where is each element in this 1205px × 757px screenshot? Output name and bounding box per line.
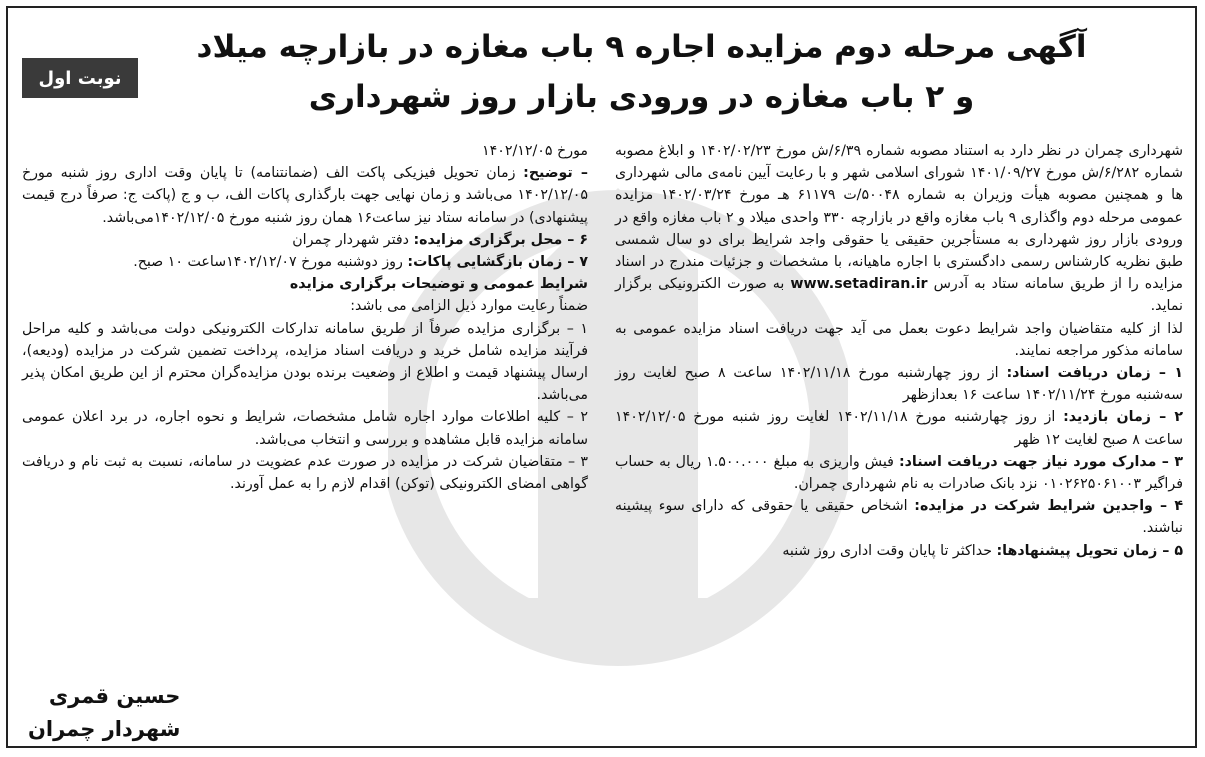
item-3 xyxy=(615,451,1183,495)
condition-2: ۲ – کلیه اطلاعات موارد اجاره شامل مشخصات، شرایط و نحوه اجاره، در برد اعلان عمومی سامانه مزایده قابل مشاهده و بررسی و انتخاب می‌باشد. xyxy=(22,409,588,448)
condition-1: ۱ – برگزاری مزایده صرفاً از طریق سامانه تدارکات الکترونیکی دولت می‌باشد و کلیه مراحل فرآیند مزایده شامل خرید و دریافت اسناد مزایده، پرداخت تضمین شرکت در مزایده (ودیعه)، ارسال پیشنهاد قیمت و اطلاع از وضعیت برنده بودن مزایده‌گران محترم از این طریق امکان پذیر می‌باشد. xyxy=(22,320,588,404)
intro-paragraph xyxy=(615,140,1183,318)
item-3-label: ۳ – مدارک مورد نیاز جهت دریافت اسناد: xyxy=(898,453,1184,470)
right-column xyxy=(615,140,1183,562)
item-4 xyxy=(615,495,1183,539)
item-7-text: روز دوشنبه مورخ ۱۴۰۲/۱۲/۰۷ساعت ۱۰ صبح. xyxy=(133,254,403,271)
conditions-heading: شرایط عمومی و توضیحات برگزاری مزایده xyxy=(289,276,588,293)
item-6-text: دفتر شهردار چمران xyxy=(292,231,409,248)
item-1 xyxy=(615,362,1183,406)
title-line-1: آگهی مرحله دوم مزایده اجاره ۹ باب مغازه در بازارچه میلاد xyxy=(196,29,1087,65)
item-2-text: از روز چهارشنبه مورخ ۱۴۰۲/۱۱/۱۸ لغایت روز شنبه مورخ ۱۴۰۲/۱۲/۰۵ ساعت ۸ صبح لغایت ۱۲ ظهر xyxy=(615,409,1183,448)
item-1-text: از روز چهارشنبه مورخ ۱۴۰۲/۱۱/۱۸ ساعت ۸ صبح لغایت روز سه‌شنبه مورخ ۱۴۰۲/۱۱/۲۴ ساعت ۱۶ بعدازظهر xyxy=(615,365,1183,404)
item-5-label: ۵ – زمان تحویل پیشنهادها: xyxy=(996,542,1183,559)
intro-end: به صورت الکترونیکی برگزار نماید. xyxy=(615,276,1183,315)
conditions-intro: ضمناً رعایت موارد ذیل الزامی می باشد: xyxy=(350,298,588,315)
item-5-text: حداکثر تا پایان وقت اداری روز شنبه xyxy=(782,542,992,559)
item-2 xyxy=(615,406,1183,450)
notice-title xyxy=(148,22,1135,122)
item-7-label: ۷ – زمان بازگشایی پاکات: xyxy=(407,254,588,271)
invite-paragraph: لذا از کلیه متقاضیان واجد شرایط دعوت بعمل می آید جهت دریافت اسناد مزایده عمومی به سامانه مذکور مراجعه نمایند. xyxy=(615,320,1183,359)
item-4-text: اشخاص حقیقی یا حقوقی که دارای سوء پیشینه نباشند. xyxy=(615,498,1183,537)
title-line-2: و ۲ باب مغازه در ورودی بازار روز شهرداری xyxy=(308,79,975,115)
item-2-label: ۲ – زمان بازدید: xyxy=(1063,409,1183,426)
note xyxy=(22,162,588,229)
date-line: مورخ ۱۴۰۲/۱۲/۰۵ xyxy=(482,143,588,159)
notice-frame xyxy=(6,6,1197,748)
item-3-text: فیش واریزی به مبلغ ۱.۵۰۰.۰۰۰ ریال به حساب فراگیر ۰۱۰۲۶۲۵۰۶۱۰۰۳ نزد بانک صادرات به نام شهرداری چمران. xyxy=(615,453,1183,493)
item-1-label: ۱ – زمان دریافت اسناد: xyxy=(1006,365,1183,382)
intro-text: شهرداری چمران در نظر دارد به استناد مصوبه شماره ۶/۳۹/ش مورخ ۱۴۰۲/۰۲/۲۳ و ابلاغ مصوبه شماره ۶/۲۸۲/ش مورخ ۱۴۰۱/۰۹/۲۷ شورای اسلامی شهر و با رعایت آیین نامه‌ی مالی شهرداری ها و همچنین مصوبه هیأت وزیران به شماره ۵۰۰۴۸/ت ۶۱۱۷۹ هـ مورخ ۱۴۰۲/۰۳/۲۴ مزایده عمومی مرحله دوم واگذاری ۹ باب مغازه واقع در بازارچه ۳۳۰ واحدی میلاد و ۲ باب مغازه واقع در ورودی بازار روز شهرداری به مستأجرین حقیقی یا حقوقی واجد شرایط برای دو سال شمسی طبق نظریه کارشناس رسمی دادگستری با اجاره ماهیانه، با مشخصات و جزئیات مندرج در اسناد مزایده را از طریق سامانه ستاد به آدرس xyxy=(615,143,1184,293)
note-label: – توضیح: xyxy=(523,165,588,182)
first-publication-badge: نوبت اول xyxy=(22,58,138,98)
signature-block xyxy=(28,680,180,746)
signer-title: شهردار چمران xyxy=(28,717,181,741)
item-6 xyxy=(22,229,588,251)
item-6-label: ۶ – محل برگزاری مزایده: xyxy=(413,231,588,248)
item-4-label: ۴ – واجدین شرایط شرکت در مزایده: xyxy=(914,498,1183,515)
website-link[interactable]: www.setadiran.ir xyxy=(790,276,928,293)
signer-name: حسین قمری xyxy=(48,684,181,708)
left-column xyxy=(22,140,588,495)
item-5 xyxy=(615,540,1183,562)
note-text: زمان تحویل فیزیکی پاکت الف (ضمانتنامه) تا پایان وقت اداری روز شنبه مورخ ۱۴۰۲/۱۲/۰۵ می‌باشد و زمان نهایی جهت بارگذاری پاکات الف، ب و ج (پاکت ج: صرفاً درج قیمت پیشنهادی) در سامانه ستاد نیز ساعت۱۶ همان روز شنبه مورخ ۱۴۰۲/۱۲/۰۵می‌باشد. xyxy=(22,165,588,226)
condition-3: ۳ – متقاضیان شرکت در مزایده در صورت عدم عضویت در سامانه، نسبت به ثبت نام و دریافت گواهی امضای الکترونیکی (توکن) اقدام لازم را به عمل آورند. xyxy=(22,453,588,493)
item-7 xyxy=(22,251,588,273)
